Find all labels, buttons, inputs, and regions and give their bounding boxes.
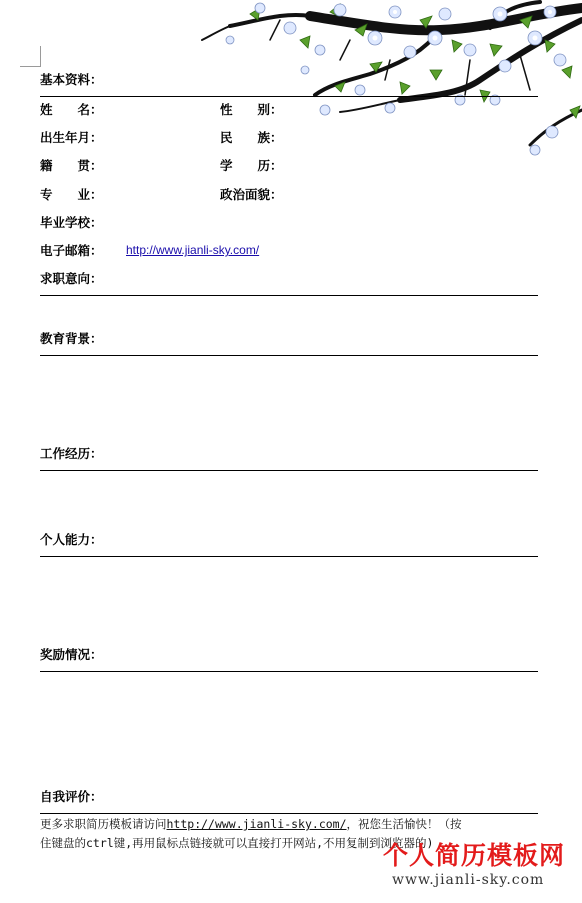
footer-line1-prefix: 更多求职简历模板请访问 — [40, 817, 167, 831]
section-education-heading: 教育背景： — [40, 331, 103, 346]
section-awards-heading: 奖励情况： — [40, 647, 103, 662]
section-divider — [40, 813, 538, 814]
field-name-label: 姓 名： — [40, 102, 103, 117]
blossom-branch-illustration — [190, 0, 582, 175]
footer-link[interactable]: http://www.jianli-sky.com/ — [166, 817, 347, 831]
section-divider — [40, 96, 538, 97]
field-gender-label: 性 别： — [220, 102, 283, 117]
field-political-status-label: 政治面貌： — [220, 187, 283, 202]
section-divider — [40, 556, 538, 557]
email-link[interactable]: http://www.jianli-sky.com/ — [126, 243, 260, 257]
section-divider — [40, 355, 538, 356]
footer-line1-suffix: ，祝您生活愉快！（按 — [346, 817, 462, 831]
field-major-label: 专 业： — [40, 187, 103, 202]
field-birth-label: 出生年月： — [40, 130, 103, 145]
section-basic-info-heading: 基本资料： — [40, 72, 103, 87]
section-ability-heading: 个人能力： — [40, 532, 103, 547]
section-intent-heading: 求职意向： — [40, 271, 103, 286]
section-divider — [40, 295, 538, 296]
section-self-eval-heading: 自我评价： — [40, 789, 103, 804]
field-ethnicity-label: 民 族： — [220, 130, 283, 145]
field-native-place-label: 籍 贯： — [40, 158, 103, 173]
section-divider — [40, 671, 538, 672]
section-divider — [40, 470, 538, 471]
field-school-label: 毕业学校： — [40, 215, 103, 230]
watermark-url: www.jianli-sky.com — [392, 872, 545, 888]
watermark-title: 个人简历模板网 — [383, 841, 566, 870]
footer-line2: 住键盘的ctrl键,再用鼠标点链接就可以直接打开网站,不用复制到浏览器的) — [40, 836, 434, 850]
field-email-label: 电子邮箱： — [40, 243, 103, 258]
field-education-level-label: 学 历： — [220, 158, 283, 173]
section-work-heading: 工作经历： — [40, 446, 103, 461]
page-corner-mark — [20, 46, 41, 67]
